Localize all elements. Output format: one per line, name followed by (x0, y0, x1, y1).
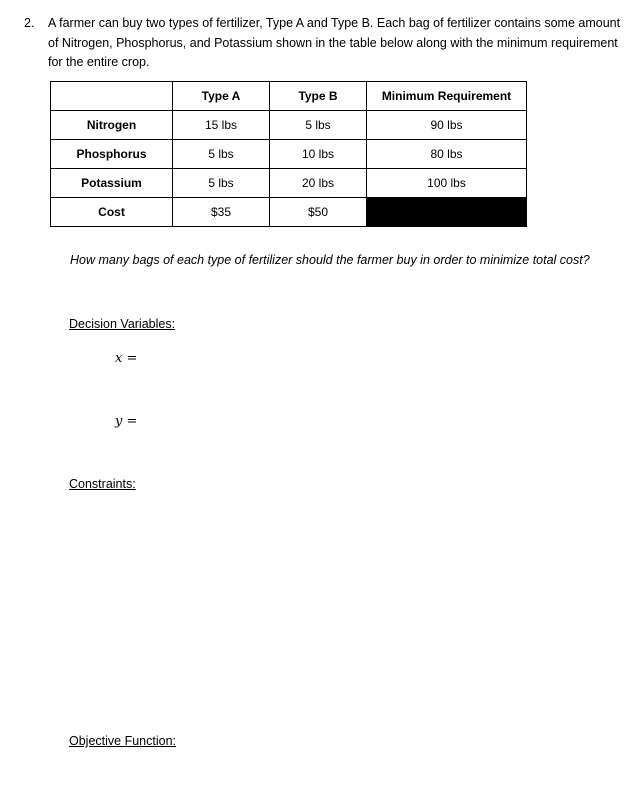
question-text: How many bags of each type of fertilizer should the farmer buy in order to minimize total cost? (70, 253, 590, 267)
y-variable: y (115, 414, 123, 429)
row-label: Potassium (51, 169, 173, 198)
table-header-type-a: Type A (173, 82, 270, 111)
table-header-minimum: Minimum Requirement (367, 82, 527, 111)
table-row (51, 111, 527, 140)
fertilizer-table (50, 81, 527, 227)
decision-variables-heading: Decision Variables: (69, 317, 176, 331)
minimum-cell: 90 lbs (367, 111, 527, 140)
row-label: Phosphorus (51, 140, 173, 169)
table-header-type-b: Type B (270, 82, 367, 111)
type-a-cell: $35 (173, 198, 270, 227)
row-label: Cost (51, 198, 173, 227)
row-label: Nitrogen (51, 111, 173, 140)
x-variable-line (115, 351, 137, 366)
type-b-cell: $50 (270, 198, 367, 227)
y-variable-line (115, 414, 137, 429)
table-row (51, 169, 527, 198)
equals-sign: = (126, 351, 138, 366)
type-b-cell: 20 lbs (270, 169, 367, 198)
blacked-out-cell (367, 198, 527, 227)
x-variable: x (115, 351, 123, 366)
table-row (51, 198, 527, 227)
problem-number: 2. (24, 16, 35, 30)
type-b-cell: 10 lbs (270, 140, 367, 169)
minimum-cell: 80 lbs (367, 140, 527, 169)
minimum-cell: 100 lbs (367, 169, 527, 198)
table-row (51, 140, 527, 169)
constraints-heading: Constraints: (69, 477, 136, 491)
type-b-cell: 5 lbs (270, 111, 367, 140)
table-header-cell (51, 82, 173, 111)
table-header-row (51, 82, 527, 111)
equals-sign: = (126, 414, 138, 429)
problem-text: A farmer can buy two types of fertilizer, Type A and Type B. Each bag of fertilizer contains some amount of Nitrogen, Phosphorus, and Potassium shown in the table below along with the minimum requirement for the entire crop. (48, 16, 621, 69)
type-a-cell: 15 lbs (173, 111, 270, 140)
type-a-cell: 5 lbs (173, 140, 270, 169)
objective-function-heading: Objective Function: (69, 734, 176, 748)
type-a-cell: 5 lbs (173, 169, 270, 198)
problem-statement (24, 14, 624, 73)
